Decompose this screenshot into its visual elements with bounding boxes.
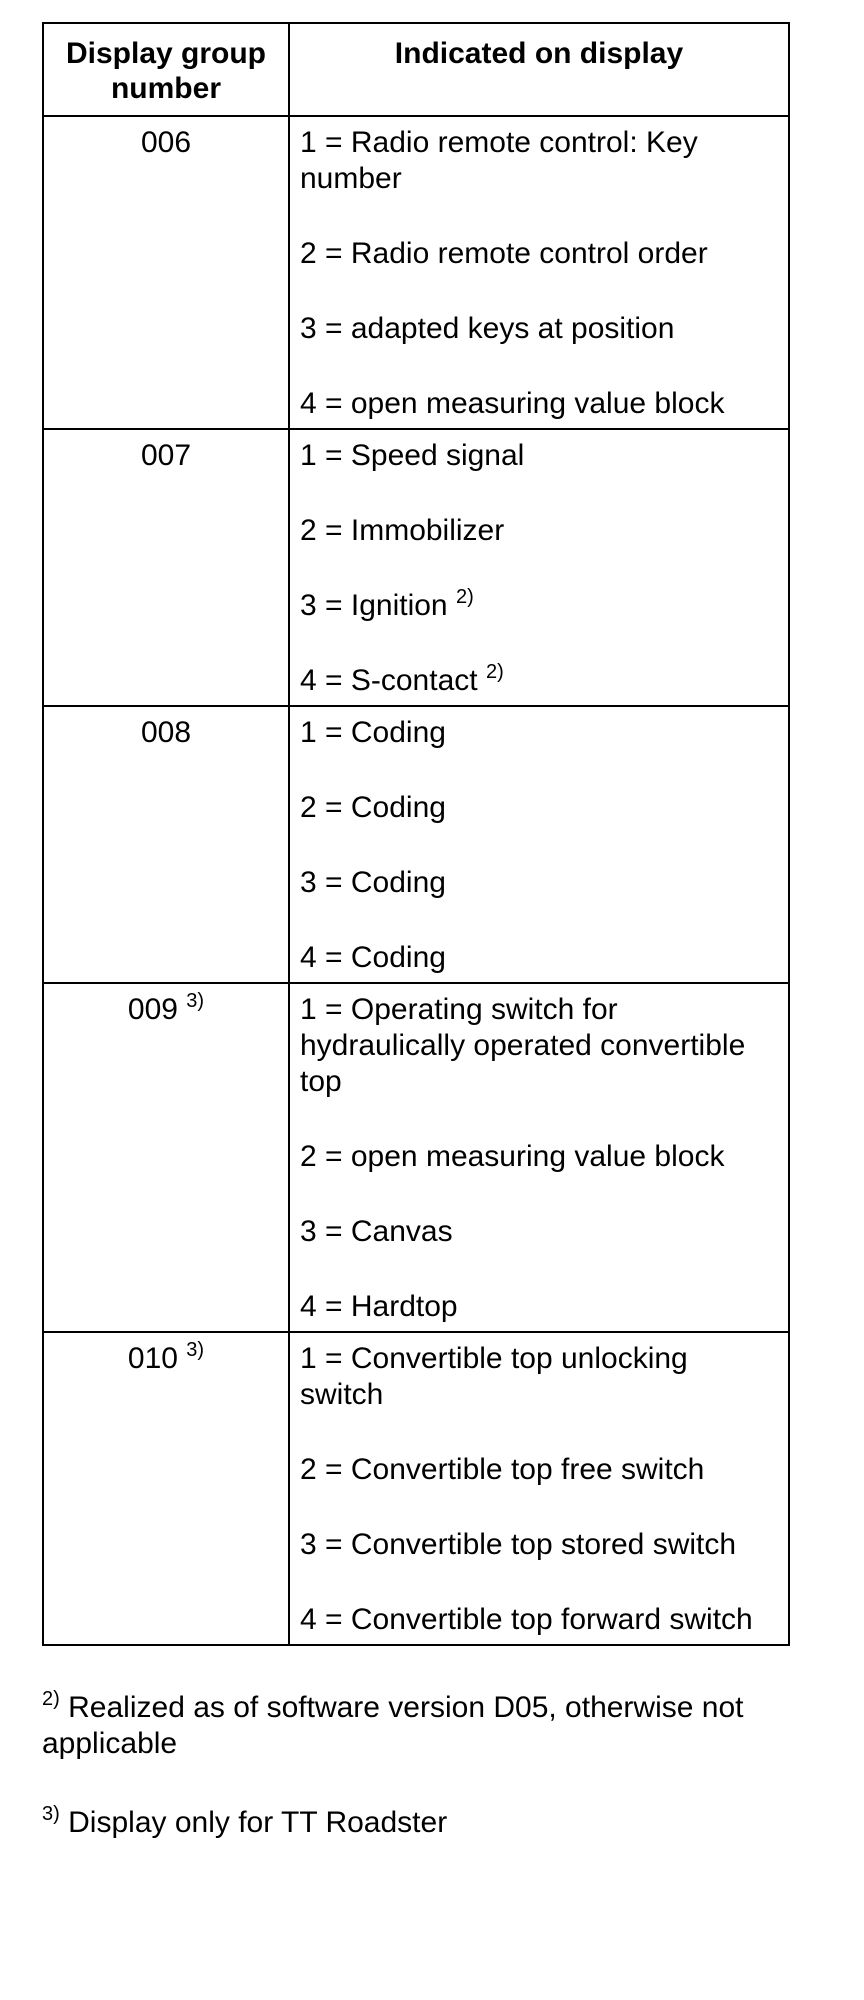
- table-row: [43, 1332, 789, 1645]
- display-field-text: 4 = Coding: [300, 941, 446, 974]
- footnote-3: [42, 1805, 782, 1841]
- display-field-item: [300, 790, 778, 826]
- display-field-item: [300, 236, 778, 272]
- header-display-group-number: Display group number: [43, 23, 289, 116]
- display-field-item: [300, 715, 778, 751]
- display-field-text: 1 = Speed signal: [300, 439, 525, 472]
- display-group-table: [42, 22, 790, 1646]
- footnote-mark: 3): [42, 1803, 60, 1825]
- display-field-item: [300, 1452, 778, 1488]
- display-field-item: [300, 513, 778, 549]
- display-field-text: 4 = Convertible top forward switch: [300, 1603, 753, 1636]
- display-field-text: 3 = Coding: [300, 866, 446, 899]
- table-header-row: [43, 23, 789, 116]
- table-body: [43, 116, 789, 1645]
- display-field-text: 3 = Convertible top stored switch: [300, 1528, 737, 1561]
- display-field-item: [300, 386, 778, 422]
- header-indicated-on-display: Indicated on display: [289, 23, 789, 116]
- display-field-item: [300, 663, 778, 699]
- display-field-item: [300, 1341, 778, 1413]
- document: [42, 22, 792, 1841]
- footnote-text: Realized as of software version D05, otherwise not applicable: [42, 1691, 744, 1760]
- display-field-text: 2 = Coding: [300, 791, 446, 824]
- display-field-text: 4 = S-contact: [300, 664, 478, 697]
- display-group-number-cell: [43, 983, 289, 1332]
- display-field-text: 1 = Radio remote control: Key number: [300, 126, 698, 195]
- display-field-text: 3 = adapted keys at position: [300, 312, 675, 345]
- display-group-number: 007: [140, 439, 192, 472]
- display-field-item: [300, 438, 778, 474]
- indicated-on-display-cell: [289, 983, 789, 1332]
- table-row: [43, 706, 789, 983]
- footnote-mark: 2): [42, 1688, 60, 1710]
- display-group-number: 008: [140, 716, 192, 749]
- display-group-number-cell: [43, 429, 289, 706]
- display-field-item: [300, 1289, 778, 1325]
- display-field-item: [300, 125, 778, 197]
- table-row: [43, 429, 789, 706]
- display-group-number: 009: [127, 993, 178, 1026]
- display-field-item: [300, 940, 778, 976]
- table-row: [43, 983, 789, 1332]
- display-field-text: 3 = Canvas: [300, 1215, 453, 1248]
- display-group-number-cell: [43, 116, 289, 429]
- footnote-2: [42, 1690, 782, 1762]
- display-group-number: 010: [127, 1342, 178, 1375]
- display-field-text: 4 = Hardtop: [300, 1290, 458, 1323]
- indicated-on-display-cell: [289, 706, 789, 983]
- display-field-text: 4 = open measuring value block: [300, 387, 725, 420]
- display-group-number-cell: [43, 706, 289, 983]
- indicated-on-display-cell: [289, 116, 789, 429]
- display-group-number-cell: [43, 1332, 289, 1645]
- display-field-text: 1 = Convertible top unlocking switch: [300, 1342, 688, 1411]
- display-field-text: 3 = Ignition: [300, 589, 448, 622]
- display-field-text: 1 = Coding: [300, 716, 446, 749]
- display-field-item: [300, 311, 778, 347]
- indicated-on-display-cell: [289, 1332, 789, 1645]
- display-field-text: 2 = open measuring value block: [300, 1140, 725, 1173]
- display-field-text: 1 = Operating switch for hydraulically operated convertible top: [300, 993, 746, 1098]
- display-field-item: [300, 1214, 778, 1250]
- display-field-text: 2 = Convertible top free switch: [300, 1453, 705, 1486]
- display-field-text: 2 = Radio remote control order: [300, 237, 708, 270]
- display-field-text: 2 = Immobilizer: [300, 514, 505, 547]
- footnote-reference: 3): [186, 990, 205, 1012]
- display-field-item: [300, 1602, 778, 1638]
- footnote-reference: 2): [455, 586, 474, 608]
- display-field-item: [300, 1139, 778, 1175]
- display-field-item: [300, 588, 778, 624]
- display-field-item: [300, 865, 778, 901]
- table-row: [43, 116, 789, 429]
- footnote-reference: 2): [485, 661, 504, 683]
- display-field-item: [300, 992, 778, 1100]
- footnote-reference: 3): [186, 1339, 205, 1361]
- indicated-on-display-cell: [289, 429, 789, 706]
- display-field-item: [300, 1527, 778, 1563]
- display-group-number: 006: [140, 126, 192, 159]
- footnote-text: Display only for TT Roadster: [68, 1806, 448, 1839]
